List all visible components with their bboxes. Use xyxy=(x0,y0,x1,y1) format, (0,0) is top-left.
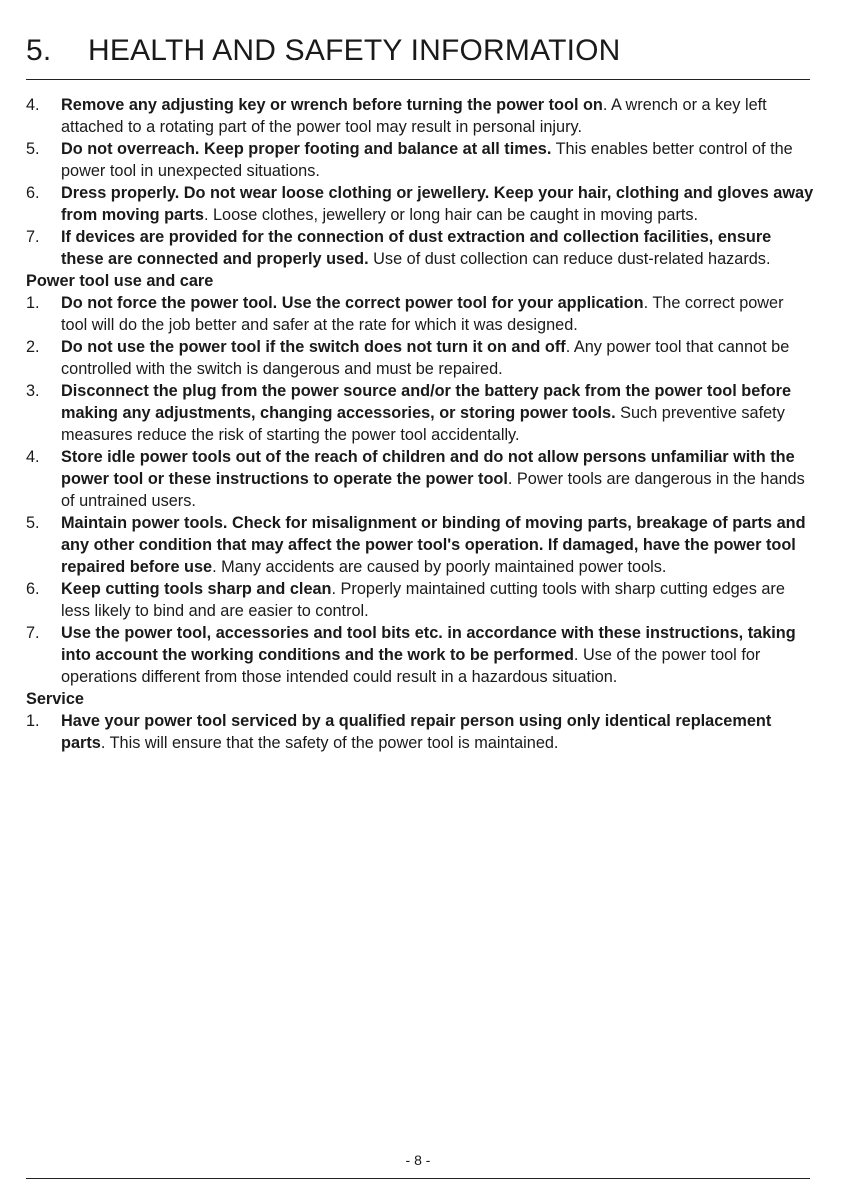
item-number: 6. xyxy=(26,184,40,202)
item-explanation: Such preventive safety measures reduce the risk of starting the power tool accidentally. xyxy=(61,404,785,444)
item-instruction: Dress properly. Do not wear loose clothing or jewellery. Keep your hair, clothing and gloves away from moving parts xyxy=(61,184,814,224)
item-number: 1. xyxy=(26,712,40,730)
item-instruction: Disconnect the plug from the power source and/or the battery pack from the power tool before making any adjustments, changing accessories, or storing power tools. xyxy=(61,382,792,422)
service-list xyxy=(26,710,814,754)
section-heading-service: Service xyxy=(26,690,84,708)
item-instruction: . Check for misalignment or binding of moving parts, breakage of parts and any other condition that may affect the power tool's operation. If damaged, have the power tool repaired before use xyxy=(61,514,806,576)
list-item xyxy=(26,622,814,688)
item-number: 7. xyxy=(26,228,40,246)
list-item xyxy=(26,710,814,754)
item-number: 6. xyxy=(26,580,40,598)
item-instruction: Keep cutting tools sharp and clean xyxy=(61,580,332,598)
list-item xyxy=(26,226,814,270)
item-number: 7. xyxy=(26,624,40,642)
item-instruction: Store idle power tools out of the reach of children and do not allow persons unfamiliar with the power tool or these instructions to operate the power tool xyxy=(61,448,795,488)
item-explanation: . The correct power tool will do the job better and safer at the rate for which it was designed. xyxy=(61,294,784,334)
list-item xyxy=(26,182,814,226)
section-title: HEALTH AND SAFETY INFORMATION xyxy=(88,34,621,67)
item-instruction: . in accordance with these instructions, taking into account the working conditions and the work to be performed xyxy=(61,624,796,664)
section-heading-tool-use: Power tool use and care xyxy=(26,272,214,290)
page-title xyxy=(26,34,621,68)
page-number: - 8 - xyxy=(405,1152,431,1168)
item-instruction: Do not use the power tool if the switch does not turn it on and off xyxy=(61,338,566,356)
item-explanation: . Power tools are dangerous in the hands of untrained users. xyxy=(61,470,805,510)
list-item xyxy=(26,578,814,622)
item-number: 4. xyxy=(26,448,40,466)
item-instruction: Do not force the power tool xyxy=(61,294,273,312)
item-explanation: . Use of the power tool for operations different from those intended could result in a hazardous situation. xyxy=(61,646,761,686)
footer-divider xyxy=(26,1178,810,1179)
item-number: 5. xyxy=(26,140,40,158)
document-body xyxy=(26,94,814,754)
item-instruction: Have your power tool serviced by a qualified repair person using only identical replacement parts xyxy=(61,712,772,752)
item-number: 2. xyxy=(26,338,40,356)
list-item xyxy=(26,94,814,138)
list-item xyxy=(26,292,814,336)
item-instruction: Do not overreach xyxy=(61,140,195,158)
section-number: 5. xyxy=(26,34,52,67)
item-instruction: . Use the correct power tool for your application xyxy=(272,294,644,312)
item-instruction: Use the power tool, accessories and tool bits etc xyxy=(61,624,439,642)
item-explanation: Use of dust collection can reduce dust-related hazards. xyxy=(368,250,771,268)
item-explanation: . A wrench or a key left attached to a rotating part of the power tool may result in personal injury. xyxy=(61,96,767,136)
tool-use-list xyxy=(26,292,814,688)
item-instruction: Maintain power tools xyxy=(61,514,223,532)
item-explanation: . Any power tool that cannot be controlled with the switch is dangerous and must be repaired. xyxy=(61,338,790,378)
item-instruction: If devices are provided for the connection of dust extraction and collection facilities, ensure these are connected and properly used. xyxy=(61,228,772,268)
list-item xyxy=(26,336,814,380)
item-explanation: . Loose clothes, jewellery or long hair can be caught in moving parts. xyxy=(203,206,699,224)
item-explanation: . Many accidents are caused by poorly maintained power tools. xyxy=(212,558,667,576)
item-explanation: This enables better control of the power tool in unexpected situations. xyxy=(61,140,793,180)
list-item xyxy=(26,512,814,578)
list-item xyxy=(26,380,814,446)
list-item xyxy=(26,138,814,182)
item-instruction: . Keep proper footing and balance at all times. xyxy=(194,140,552,158)
item-number: 5. xyxy=(26,514,40,532)
item-explanation: . This will ensure that the safety of the power tool is maintained. xyxy=(100,734,559,752)
personal-safety-list xyxy=(26,94,814,270)
item-instruction: Remove any adjusting key or wrench before turning the power tool on xyxy=(61,96,603,114)
list-item xyxy=(26,446,814,512)
item-number: 1. xyxy=(26,294,40,312)
item-number: 3. xyxy=(26,382,40,400)
title-divider xyxy=(26,79,810,80)
item-explanation: . Properly maintained cutting tools with sharp cutting edges are less likely to bind and are easier to control. xyxy=(61,580,785,620)
item-number: 4. xyxy=(26,96,40,114)
